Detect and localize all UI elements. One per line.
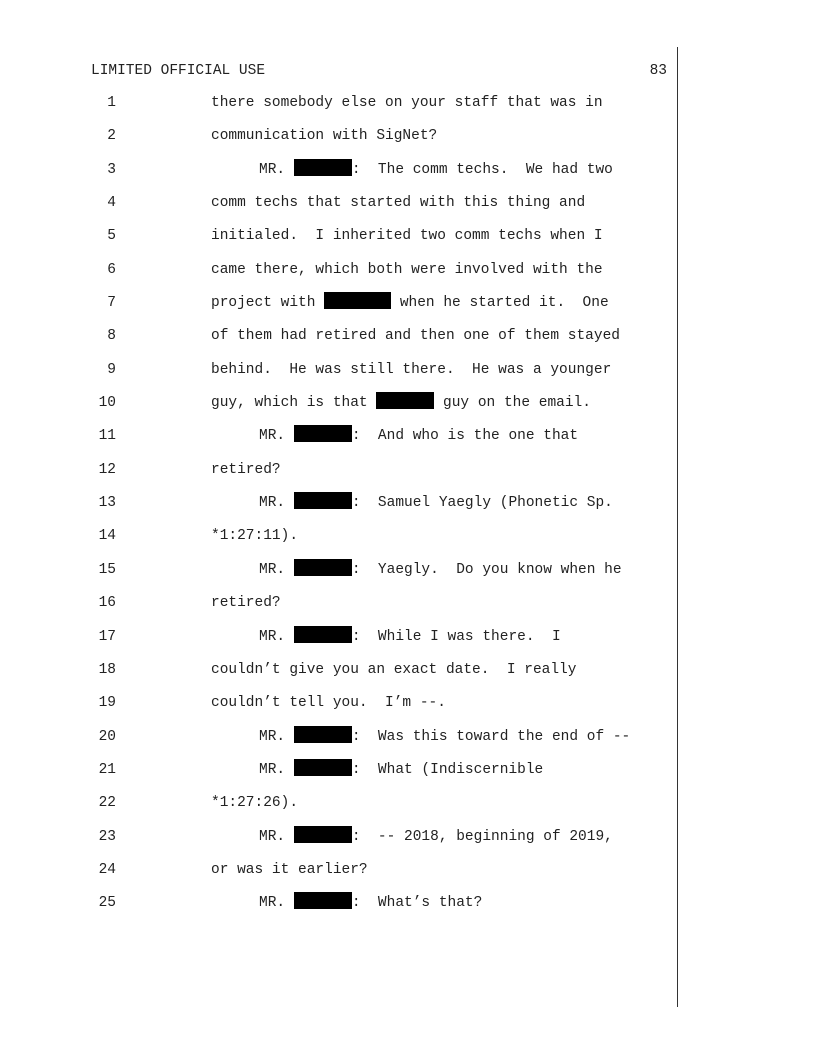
line-number: 10 (98, 395, 116, 412)
transcript-line (0, 490, 816, 523)
speaker-line (259, 757, 543, 783)
line-text: The comm techs. We had two (360, 161, 613, 178)
speaker-colon: : (351, 828, 361, 845)
transcript-line (0, 757, 816, 790)
transcript-line (0, 290, 816, 323)
redaction-box (294, 892, 352, 909)
line-number: 14 (98, 528, 116, 545)
speaker-title: MR. (259, 895, 286, 912)
speaker-line (259, 157, 613, 183)
line-text-before: project with (211, 295, 325, 312)
transcript-body (0, 90, 816, 924)
line-text: What (Indiscernible (360, 761, 544, 778)
speaker-colon: : (351, 428, 361, 445)
line-number: 4 (107, 195, 116, 212)
speaker-title: MR. (259, 728, 286, 745)
transcript-line (0, 423, 816, 456)
line-number: 3 (107, 161, 116, 178)
line-text-before: guy, which is that (211, 395, 377, 412)
transcript-line (0, 657, 816, 690)
line-text: And who is the one that (360, 428, 579, 445)
line-text (211, 390, 591, 416)
line-number: 8 (107, 328, 116, 345)
transcript-line (0, 690, 816, 723)
redaction-box (294, 159, 352, 176)
line-text: *1:27:26). (211, 795, 299, 812)
page-number: 83 (649, 63, 667, 79)
line-text: behind. He was still there. He was a younger (211, 361, 612, 378)
line-number: 18 (98, 661, 116, 678)
line-number: 5 (107, 228, 116, 245)
speaker-colon: : (351, 561, 361, 578)
redaction-box (294, 759, 352, 776)
line-text: retired? (211, 595, 281, 612)
line-number: 22 (98, 795, 116, 812)
transcript-line (0, 523, 816, 556)
redaction-box (294, 626, 352, 643)
line-number: 2 (107, 128, 116, 145)
line-text: comm techs that started with this thing and (211, 195, 586, 212)
transcript-line (0, 557, 816, 590)
transcript-line (0, 824, 816, 857)
speaker-title: MR. (259, 761, 286, 778)
line-number: 11 (98, 428, 116, 445)
line-text: Yaegly. Do you know when he (360, 561, 622, 578)
line-number: 15 (98, 561, 116, 578)
line-number: 6 (107, 261, 116, 278)
line-text: What’s that? (360, 895, 483, 912)
speaker-title: MR. (259, 628, 286, 645)
redaction-box (294, 492, 352, 509)
transcript-line (0, 457, 816, 490)
speaker-title: MR. (259, 161, 286, 178)
transcript-line (0, 123, 816, 156)
transcript-line (0, 90, 816, 123)
speaker-line (259, 890, 482, 916)
line-text: communication with SigNet? (211, 128, 438, 145)
classification-label: LIMITED OFFICIAL USE (91, 63, 266, 79)
line-text-after: guy on the email. (434, 395, 591, 412)
transcript-line (0, 790, 816, 823)
speaker-colon: : (351, 495, 361, 512)
line-text: While I was there. I (360, 628, 561, 645)
line-number: 25 (98, 895, 116, 912)
line-number: 1 (107, 95, 116, 111)
line-text: or was it earlier? (211, 861, 368, 878)
line-number: 24 (98, 861, 116, 878)
speaker-line (259, 624, 561, 650)
line-text-after: when he started it. One (391, 295, 609, 312)
line-text: couldn’t give you an exact date. I really (211, 661, 577, 678)
transcript-line (0, 724, 816, 757)
line-number: 17 (98, 628, 116, 645)
transcript-line (0, 890, 816, 923)
redaction-box (294, 826, 352, 843)
line-number: 20 (98, 728, 116, 745)
redaction-box (294, 559, 352, 576)
line-text: retired? (211, 461, 281, 478)
redaction-box (324, 292, 391, 309)
transcript-line (0, 390, 816, 423)
line-text: initialed. I inherited two comm techs when I (211, 228, 603, 245)
speaker-line (259, 824, 613, 850)
transcript-line (0, 357, 816, 390)
line-text: there somebody else on your staff that was in (211, 95, 603, 111)
transcript-line (0, 590, 816, 623)
speaker-colon: : (351, 761, 361, 778)
line-text: came there, which both were involved with the (211, 261, 603, 278)
line-text: *1:27:11). (211, 528, 299, 545)
line-number: 19 (98, 695, 116, 712)
transcript-line (0, 223, 816, 256)
transcript-line (0, 624, 816, 657)
transcript-line (0, 157, 816, 190)
line-number: 9 (107, 361, 116, 378)
speaker-colon: : (351, 628, 361, 645)
speaker-line (259, 724, 630, 750)
line-text: Was this toward the end of -- (360, 728, 631, 745)
speaker-title: MR. (259, 561, 286, 578)
speaker-line (259, 557, 622, 583)
redaction-box (376, 392, 434, 409)
line-number: 12 (98, 461, 116, 478)
speaker-line (259, 490, 613, 516)
speaker-colon: : (351, 161, 361, 178)
speaker-title: MR. (259, 828, 286, 845)
page-header (91, 61, 667, 81)
speaker-line (259, 423, 578, 449)
transcript-line (0, 257, 816, 290)
speaker-title: MR. (259, 428, 286, 445)
line-number: 23 (98, 828, 116, 845)
line-text: Samuel Yaegly (Phonetic Sp. (360, 495, 613, 512)
line-text: couldn’t tell you. I’m --. (211, 695, 446, 712)
line-text: -- 2018, beginning of 2019, (360, 828, 613, 845)
transcript-line (0, 323, 816, 356)
transcript-line (0, 190, 816, 223)
line-number: 21 (98, 761, 116, 778)
redaction-box (294, 726, 352, 743)
line-number: 16 (98, 595, 116, 612)
transcript-line (0, 857, 816, 890)
line-text (211, 290, 609, 316)
line-number: 13 (98, 495, 116, 512)
speaker-colon: : (351, 728, 361, 745)
line-number: 7 (107, 295, 116, 312)
speaker-title: MR. (259, 495, 286, 512)
line-text: of them had retired and then one of them stayed (211, 328, 620, 345)
redaction-box (294, 425, 352, 442)
speaker-colon: : (351, 895, 361, 912)
